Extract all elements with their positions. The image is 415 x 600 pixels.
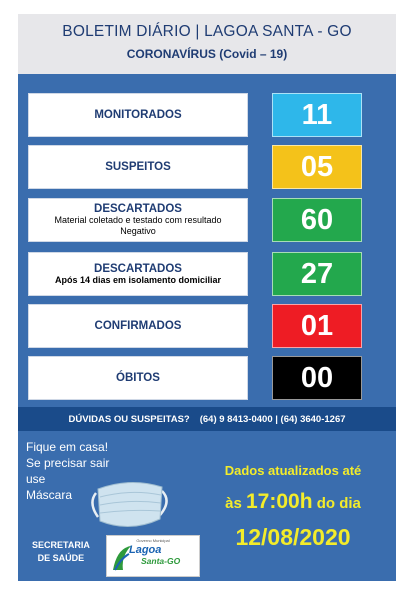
- secretaria-label: [32, 539, 90, 565]
- row-monitorados: [28, 93, 248, 137]
- stay-home-line: use: [26, 472, 46, 486]
- update-time-line: [203, 490, 383, 514]
- row-sublabel: Material coletado e testado com resultado Negativo: [54, 215, 222, 236]
- municipality-logo: [106, 535, 200, 577]
- secretaria-line: SECRETARIA: [32, 540, 90, 550]
- row-label: DESCARTADOS: [94, 203, 182, 215]
- row-descartados-testados: [28, 198, 248, 242]
- value-confirmados: 01: [272, 304, 362, 348]
- header: [18, 14, 396, 74]
- contact-phones: (64) 9 8413-0400 | (64) 3640-1267: [199, 413, 346, 425]
- update-info: [203, 463, 383, 551]
- row-obitos: [28, 356, 248, 400]
- row-label: CONFIRMADOS: [94, 320, 182, 332]
- secretaria-line: DE SAÚDE: [37, 553, 85, 563]
- update-date: 12/08/2020: [235, 524, 351, 550]
- value-monitorados: 11: [272, 93, 362, 137]
- bulletin-title: BOLETIM DIÁRIO | LAGOA SANTA - GO: [62, 23, 352, 40]
- row-confirmados: [28, 304, 248, 348]
- row-label: ÓBITOS: [116, 372, 160, 384]
- contact-question: DÚVIDAS OU SUSPEITAS?: [68, 413, 190, 425]
- footer-panel: [18, 431, 396, 581]
- logo-gov-text: Governo Municipal: [136, 538, 170, 543]
- logo-text-2: Santa-GO: [141, 556, 181, 566]
- stay-home-line: Máscara: [26, 488, 73, 502]
- logo-text-1: Lagoa: [129, 544, 162, 556]
- row-label: SUSPEITOS: [105, 161, 171, 173]
- value-suspeitos: 05: [272, 145, 362, 189]
- update-suffix: do dia: [316, 495, 361, 512]
- update-prefix: às: [225, 495, 242, 512]
- row-suspeitos: [28, 145, 248, 189]
- row-label: MONITORADOS: [94, 109, 182, 121]
- value-obitos: 00: [272, 356, 362, 400]
- update-line1: Dados atualizados até: [224, 463, 362, 478]
- row-label: DESCARTADOS: [94, 262, 182, 275]
- value-descartados-isolamento: 27: [272, 252, 362, 296]
- stay-home-line: Fique em casa!: [26, 440, 109, 454]
- value-descartados-testados: 60: [272, 198, 362, 242]
- face-mask-icon: [90, 473, 170, 537]
- row-descartados-isolamento: [28, 252, 248, 296]
- update-time: 17:00h: [245, 490, 313, 513]
- contact-bar: [18, 407, 396, 431]
- stay-home-line: Se precisar sair: [26, 456, 110, 470]
- row-sublabel: Após 14 dias em isolamento domiciliar: [54, 274, 222, 285]
- bulletin-subtitle: CORONAVÍRUS (Covid – 19): [126, 47, 288, 61]
